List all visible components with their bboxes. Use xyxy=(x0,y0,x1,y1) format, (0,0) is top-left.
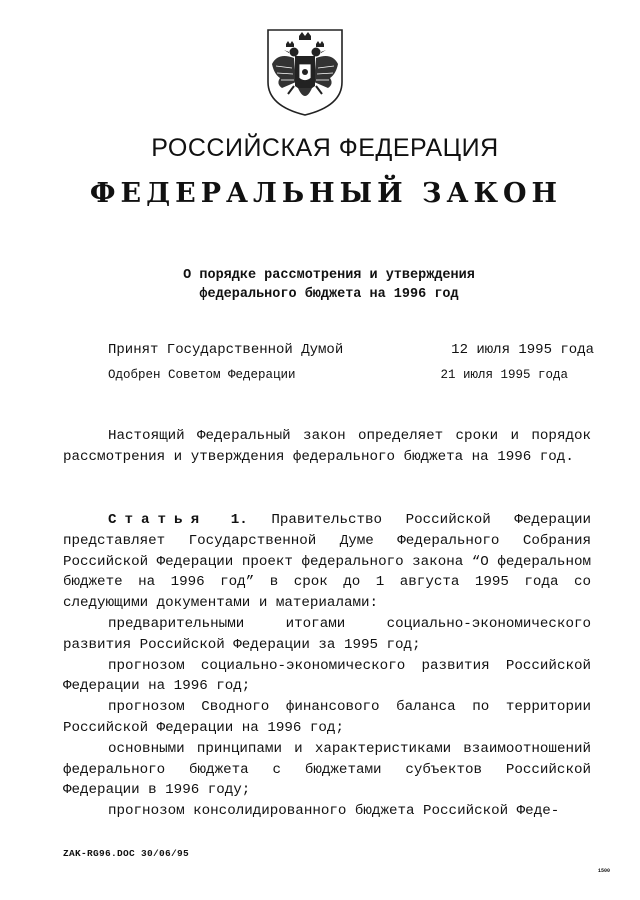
country-heading: РОССИЙСКАЯ ФЕДЕРАЦИЯ xyxy=(151,134,499,162)
law-title-line-2: федерального бюджета на 1996 год xyxy=(199,287,459,302)
article-1-item: прогнозом Сводного финансового баланса по территории Российской Федерации на 1996 год; xyxy=(63,699,591,736)
adoption-duma-label: Принят Государственной Думой xyxy=(108,342,344,358)
article-1-item: прогнозом социально-экономического развития Российской Федерации на 1996 год; xyxy=(63,657,591,695)
article-1-number: 1. xyxy=(230,512,248,528)
footer-document-id: ZAK-RG96.DOC 30/06/95 xyxy=(63,848,190,859)
adoption-duma-date: 12 июля 1995 года xyxy=(451,342,594,358)
article-1-item: предварительными итогами социально-экономического развития Российской Федерации за 1995 год; xyxy=(63,615,591,653)
article-1-text: Правительство Российской Федерации представляет Государственной Думе Федерального Собрания Российской Федерации проект федерального закона “О федеральном бюджете на 1996 год” в срок до 1 августа 1995 года со следующими документами и материалами: xyxy=(63,512,591,612)
adoption-council-label: Одобрен Советом Федерации xyxy=(108,368,296,382)
article-1-item: основными принципами и характеристиками взаимоотношений федерального бюджета с бюджетами субъектов Российской Федерации в 1996 году; xyxy=(63,740,591,799)
article-1-paragraph xyxy=(63,510,591,614)
article-1 xyxy=(63,510,591,822)
law-title xyxy=(0,266,640,304)
double-headed-eagle-icon xyxy=(264,26,346,118)
law-type-heading: ФЕДЕРАЛЬНЫЙ ЗАКОН xyxy=(89,178,563,209)
intro-paragraph xyxy=(63,426,591,468)
intro-text: Настоящий Федеральный закон определяет сроки и порядок рассмотрения и утверждения федерального бюджета на 1996 год. xyxy=(63,428,591,465)
page-mark: 1500 xyxy=(598,868,611,874)
law-title-line-1: О порядке рассмотрения и утверждения xyxy=(183,268,475,283)
coat-of-arms-emblem xyxy=(264,26,346,118)
adoption-council-row xyxy=(108,368,568,382)
article-1-word: Статья xyxy=(108,512,208,528)
adoption-council-date: 21 июля 1995 года xyxy=(440,368,568,382)
adoption-duma-row xyxy=(108,342,594,358)
article-1-item: прогнозом консолидированного бюджета Российской Феде- xyxy=(108,803,560,820)
